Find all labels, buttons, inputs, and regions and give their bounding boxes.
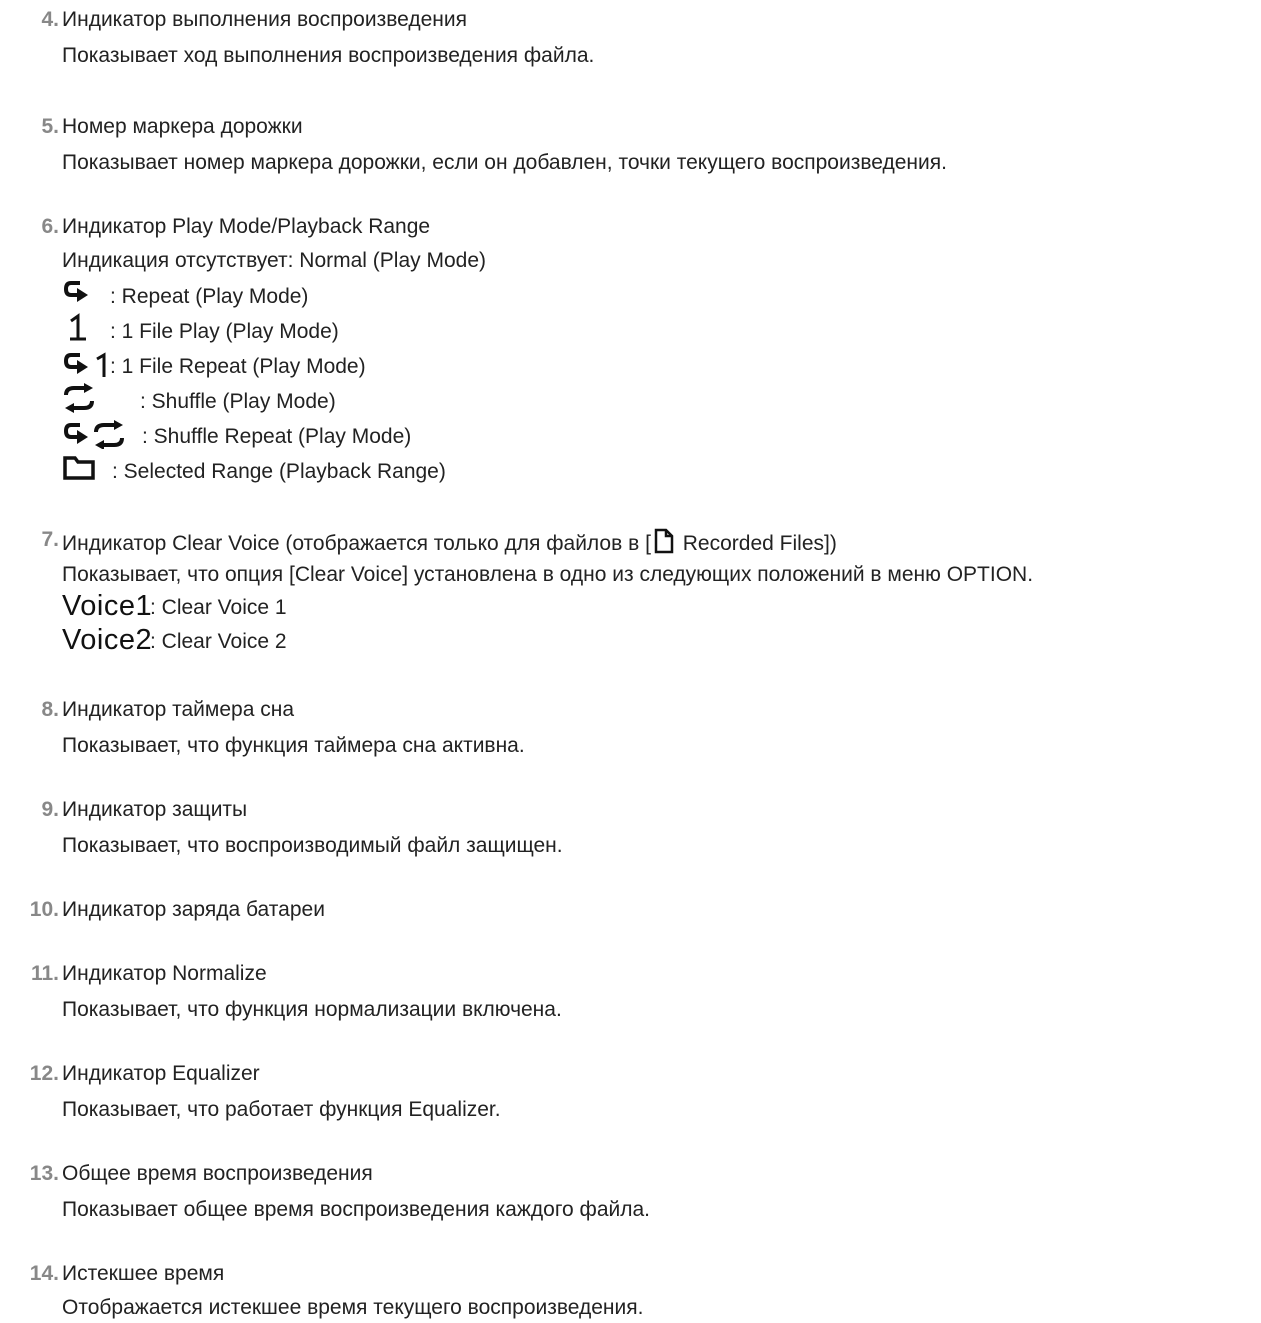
voice1-glyph: Voice1: [62, 590, 153, 622]
mode-label: : 1 File Play (Play Mode): [110, 320, 339, 343]
item-title-prefix: Индикатор Clear Voice (отображается только для файлов в [: [62, 532, 651, 555]
shuffle-repeat-icon: [62, 419, 142, 449]
mode-label: : Selected Range (Playback Range): [112, 460, 446, 483]
item-title: Номер маркера дорожки: [62, 115, 303, 138]
item-title: Индикатор Equalizer: [62, 1062, 260, 1085]
item-number: 7.: [41, 528, 59, 551]
shuffle-icon: [62, 383, 98, 413]
item-description: Показывает ход выполнения воспроизведения файла.: [62, 44, 595, 67]
item-description: Показывает, что опция [Clear Voice] установлена в одно из следующих положений в меню OPTION.: [62, 563, 1034, 586]
item-description: Показывает, что воспроизводимый файл защищен.: [62, 834, 563, 857]
item-description: Показывает, что работает функция Equalizer.: [62, 1098, 501, 1121]
item-title-suffix: Recorded Files]): [682, 532, 837, 555]
item-title: Индикатор таймера сна: [62, 698, 294, 721]
voice-label: : Clear Voice 2: [150, 630, 287, 653]
item-number: 14.: [29, 1262, 59, 1285]
item-number: 9.: [41, 798, 59, 821]
item-description: Показывает, что функция нормализации включена.: [62, 998, 562, 1021]
document-icon: [653, 528, 675, 560]
item-title: Индикатор Normalize: [62, 962, 267, 985]
item-number: 13.: [29, 1162, 59, 1185]
voice-label: : Clear Voice 1: [150, 596, 287, 619]
item-title: Индикатор заряда батареи: [62, 898, 325, 921]
item-description: Индикация отсутствует: Normal (Play Mode): [62, 249, 487, 272]
mode-label: : Shuffle Repeat (Play Mode): [142, 425, 412, 448]
item-description: Показывает, что функция таймера сна активна.: [62, 734, 525, 757]
item-number: 4.: [41, 8, 59, 31]
voice2-glyph: Voice2: [62, 624, 153, 656]
mode-label: : Repeat (Play Mode): [110, 285, 309, 308]
item-number: 8.: [41, 698, 59, 721]
item-number: 6.: [41, 215, 59, 238]
item-title: Индикатор защиты: [62, 798, 248, 821]
item-number: 10.: [29, 898, 59, 921]
item-description: Показывает общее время воспроизведения каждого файла.: [62, 1198, 650, 1221]
item-number: 5.: [41, 115, 59, 138]
repeat-icon: [62, 279, 98, 307]
one-file-play-icon: [62, 312, 92, 342]
mode-label: : 1 File Repeat (Play Mode): [110, 355, 366, 378]
mode-label: : Shuffle (Play Mode): [140, 390, 336, 413]
item-number: 11.: [30, 962, 59, 985]
item-title: [62, 528, 837, 560]
item-title: Истекшее время: [62, 1262, 225, 1285]
item-description: Показывает номер маркера дорожки, если он добавлен, точки текущего воспроизведения.: [62, 151, 947, 174]
item-number: 12.: [29, 1062, 59, 1085]
item-description: Отображается истекшее время текущего воспроизведения.: [62, 1296, 644, 1319]
folder-icon: [62, 453, 96, 481]
item-title: Индикатор выполнения воспроизведения: [62, 8, 467, 31]
item-title: Индикатор Play Mode/Playback Range: [62, 215, 431, 238]
item-title: Общее время воспроизведения: [62, 1162, 373, 1185]
